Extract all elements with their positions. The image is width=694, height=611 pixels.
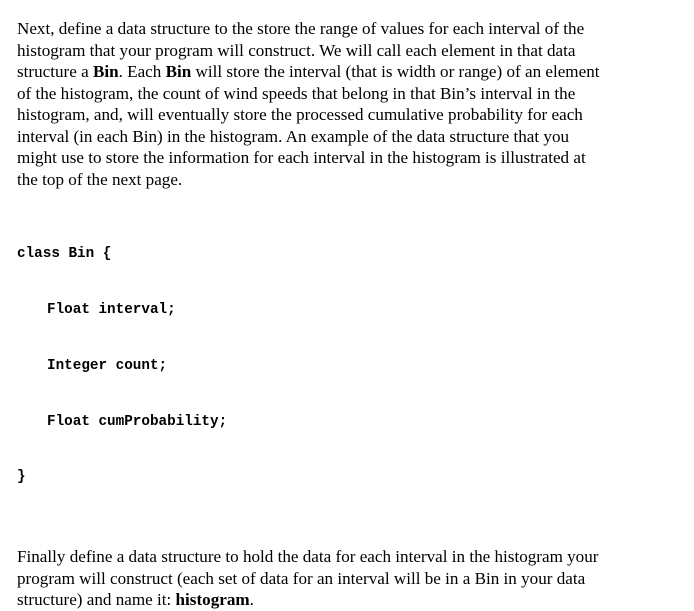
bold-term-bin: Bin [92, 62, 119, 81]
paragraph-line [17, 61, 681, 83]
code-line-field-count: Integer count; [47, 357, 168, 374]
paragraph-line: of the histogram, the count of wind speeds that belong in that Bin’s interval in the [17, 83, 576, 103]
bold-term-histogram: histogram [175, 590, 250, 610]
paragraph-line: the top of the next page. [17, 169, 183, 189]
paragraph-line: interval (in each Bin) in the histogram. An example of the data structure that you [17, 126, 570, 146]
text-run: will store the interval (that is width or range) of an element [191, 62, 600, 81]
paragraph-line: Finally define a data structure to hold the data for each interval in the histogram your [17, 547, 599, 567]
closing-paragraph [17, 546, 681, 611]
paragraph-line: might use to store the information for each interval in the histogram is illustrated at [17, 148, 586, 167]
text-run: structure a [17, 62, 93, 81]
code-line-class-close: } [17, 469, 26, 486]
paragraph-line: histogram, and, will eventually store the processed cumulative probability for each [17, 105, 583, 124]
intro-paragraph [17, 18, 681, 190]
text-run: structure) and name it: [17, 590, 176, 610]
code-line-field-interval: Float interval; [47, 301, 176, 318]
code-block [17, 208, 681, 524]
document-page [17, 18, 681, 611]
paragraph-line [17, 589, 681, 611]
code-line-class-open: class Bin { [17, 246, 112, 263]
text-run: . [249, 590, 254, 610]
text-run: . Each [118, 62, 166, 81]
paragraph-line: Next, define a data structure to the store the range of values for each interval of the [17, 19, 585, 38]
paragraph-line: histogram that your program will construct. We will call each element in that data [17, 40, 576, 60]
code-line-field-cumprobability: Float cumProbability; [47, 413, 228, 430]
bold-term-bin: Bin [165, 62, 192, 81]
paragraph-line: program will construct (each set of data for an interval will be in a Bin in your data [17, 568, 586, 588]
